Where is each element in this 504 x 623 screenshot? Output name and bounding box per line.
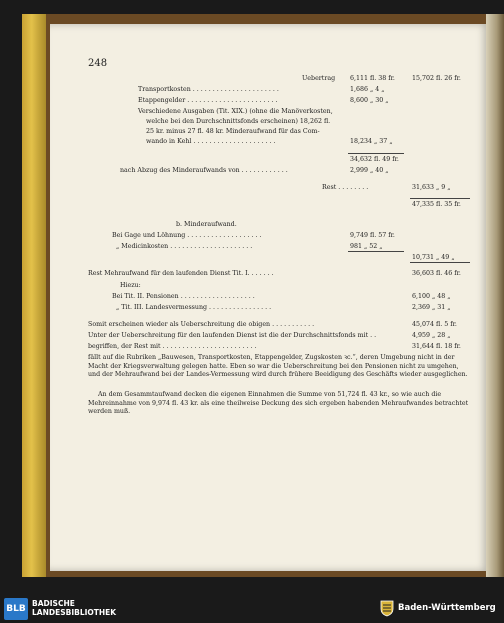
row-label: begriffen, der Rest mit . . . . . . . . . . . . . . . . . . . . . . . . <box>88 343 257 350</box>
library-name[interactable] <box>32 599 116 617</box>
row-label: Somit erscheinen wieder als Ueberschreitung die obigen . . . . . . . . . . . <box>88 321 315 328</box>
paragraph-2: An dem Gesammtaufwand decken die eigenen Einnahmen die Summe von 51,724 fl. 43 kr., so wie auch die Mehreinnahme von 9,974 fl. 43 kr. als eine theilweise Deckung des sich ergeben habenden Mehraufwandes betrachtet werden muß. <box>88 391 469 415</box>
row-amount-column2: 47,335 fl. 35 fr. <box>412 201 461 208</box>
sum-rule <box>410 262 470 263</box>
row-amount-column1: 8,600 „ 30 „ <box>350 97 389 104</box>
row-amount-column2: 6,100 „ 48 „ <box>412 293 451 300</box>
row-label: 25 kr. minus 27 fl. 48 kr. Minderaufwand für das Com- <box>146 128 320 135</box>
row-amount-column2: 31,644 fl. 18 fr. <box>412 343 461 350</box>
sum-rule <box>348 251 404 252</box>
row-label: Unter der Ueberschreitung für den laufenden Dienst ist die der Durchschnittsfonds mit . . <box>88 332 377 339</box>
row-label: Transportkosten . . . . . . . . . . . . . . . . . . . . . . <box>138 86 279 93</box>
library-name-line2: LANDESBIBLIOTHEK <box>32 608 117 617</box>
row-label: Rest . . . . . . . . <box>322 184 369 191</box>
state-name[interactable]: Baden-Württemberg <box>398 603 496 613</box>
row-amount-column1: 18,234 „ 37 „ <box>350 138 393 145</box>
row-label: Hiezu: <box>120 282 141 289</box>
row-amount-column2: 45,074 fl. 5 fr. <box>412 321 457 328</box>
paragraph-1: fällt auf die Rubriken „Bauwesen, Transportkosten, Etappengelder, Zugskosten ꝛc.“, deren Umgebung nicht in der Macht der Kriegsverwaltung gelegen hatte. Eben so war die Ueberschreitung bei den Pensionen nicht zu umgehen, und der Mehraufwand bei der Landes-Vermessung wird durch frühere Beeidigung des Geschäfts wieder ausgeglichen. <box>88 354 468 378</box>
page-number: 248 <box>88 58 108 69</box>
sum-rule <box>410 198 470 199</box>
row-label: welche bei den Durchschnittsfonds erscheinen) 18,262 fl. <box>146 118 331 125</box>
row-amount-column1: 9,749 fl. 57 fr. <box>350 232 395 239</box>
row-amount-column1: 34,632 fl. 49 fr. <box>350 156 399 163</box>
row-label: Rest Mehraufwand für den laufenden Dienst Tit. I. . . . . . . <box>88 270 274 277</box>
row-label: „ Medicinkosten . . . . . . . . . . . . . . . . . . . . . <box>116 243 253 250</box>
row-amount-column2: 36,603 fl. 46 fr. <box>412 270 461 277</box>
row-label: Bei Gage und Löhnung . . . . . . . . . . . . . . . . . . . <box>112 232 262 239</box>
sum-rule <box>348 153 404 154</box>
coat-of-arms-icon <box>379 599 395 617</box>
row-amount-column2: 2,369 „ 31 „ <box>412 304 451 311</box>
row-label: wando in Kehl . . . . . . . . . . . . . . . . . . . . . <box>146 138 276 145</box>
row-amount-column2: 31,633 „ 9 „ <box>412 184 451 191</box>
row-amount-column1: 2,999 „ 40 „ <box>350 167 389 174</box>
row-label: Verschiedene Ausgaben (Tit. XIX.) (ohne die Manöverkosten, <box>138 108 333 115</box>
row-amount-column2: 4,959 „ 28 „ <box>412 332 451 339</box>
row-label: nach Abzug des Minderaufwands von . . . . . . . . . . . . <box>120 167 288 174</box>
row-amount-column2: 10,731 „ 49 „ <box>412 254 455 261</box>
blb-logo[interactable]: BLB <box>4 598 28 620</box>
row-amount-column1: 981 „ 52 „ <box>350 243 383 250</box>
row-amount-column2: 15,702 fl. 26 fr. <box>412 75 461 82</box>
row-label: Uebertrag <box>302 75 336 82</box>
row-label: b. Minderaufwand. <box>176 221 237 228</box>
row-label: „ Tit. III. Landesvermessung . . . . . . . . . . . . . . . . <box>116 304 272 311</box>
row-label: Bei Tit. II. Pensionen . . . . . . . . . . . . . . . . . . . <box>112 293 255 300</box>
library-name-line1: BADISCHE <box>32 599 75 608</box>
row-amount-column1: 1,686 „ 4 „ <box>350 86 385 93</box>
row-label: Etappengelder . . . . . . . . . . . . . . . . . . . . . . . <box>138 97 278 104</box>
row-amount-column1: 6,111 fl. 38 fr. <box>350 75 395 82</box>
